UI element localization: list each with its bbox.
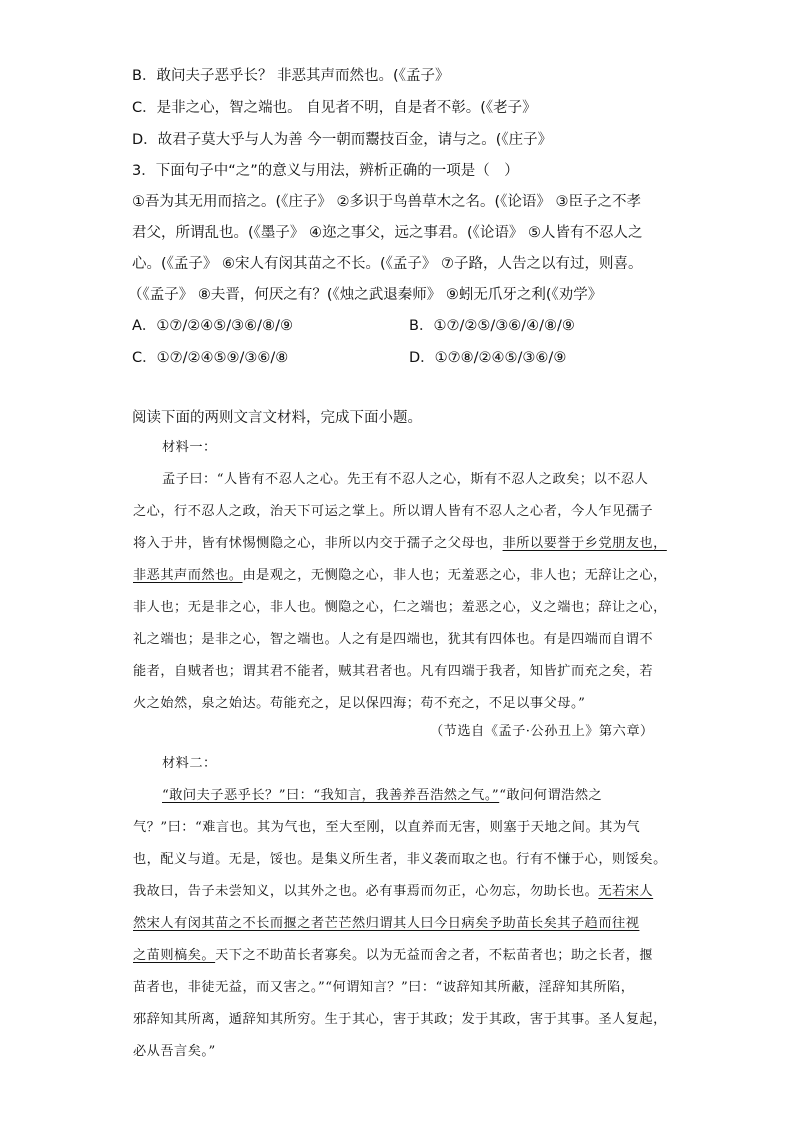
question3-line-2: 君父，所谓乱也。(《墨子》 ④迩之事父，远之事君。(《论语》 ⑤人皆有不忍人之: [132, 225, 643, 241]
question3-line-1: ①吾为其无用而掊之。(《庄子》 ②多识于鸟兽草木之名。(《论语》 ③臣子之不孝: [132, 194, 642, 210]
material2-underlined-text: “敢问夫子恶乎长？”曰：“我知言，我善养吾浩然之气。”: [162, 788, 500, 803]
material1-line: 孟子曰：“人皆有不忍人之心。先王有不忍人之心，斯有不忍人之政矣；以不忍人: [162, 472, 649, 487]
material1-label: 材料一：: [162, 440, 217, 455]
material2-line: [133, 914, 639, 934]
material2-line: [133, 946, 653, 966]
material2-line: 气？”曰：“难言也。其为气也，至大至刚，以直养而无害，则塞于天地之间。其为气: [133, 820, 641, 835]
material1-line: 之心，行不忍人之政，治天下可运之掌上。所以谓人皆有不忍人之心者，今人乍见孺子: [133, 504, 654, 519]
material2-line: 必从吾言矣。”: [133, 1044, 216, 1059]
material2-line: [133, 882, 653, 902]
material1-text: 将入于井，皆有怵惕恻隐之心，非所以内交于孺子之父母也，: [133, 536, 503, 551]
material1-line: [133, 566, 667, 586]
material2-text: 我故曰，告子未尝知义，以其外之也。必有事焉而勿正，心勿忘，勿助长也。: [133, 884, 599, 899]
question3-choice-a: A．①⑦/②④⑤/③⑥/⑧/⑨: [132, 318, 293, 334]
material1-line: 礼之端也；是非之心，智之端也。人之有是四端也，犹其有四体也。有是四端而自谓不: [133, 632, 654, 647]
material2-text: 天下之不助苗长者寡矣。以为无益而舍之者，不耘苗者也；助之长者，揠: [215, 948, 654, 963]
material1-underlined-text: 非所以要誉于乡党朋友也，: [502, 536, 667, 551]
question3-choice-b: B．①⑦/②⑤/③⑥/④/⑧/⑨: [409, 318, 575, 334]
question3-choice-c: C．①⑦/②④⑤⑨/③⑥/⑧: [132, 350, 289, 366]
material1-line: [133, 534, 667, 554]
material2-line: 也，配义与道。无是，馁也。是集义所生者，非义袭而取之也。行有不慊于心，则馁矣。: [133, 852, 667, 867]
material2-underlined-text: 然宋人有闵其苗之不长而揠之者芒芒然归谓其人曰今日病矣予助苗长矣其子趋而往视: [133, 916, 640, 931]
material1-text: 由是观之，无恻隐之心，非人也；无羞恶之心，非人也；无辞让之心，: [242, 568, 667, 583]
question-option-c: C．是非之心，智之端也。 自见者不明，自是者不彰。(《老子》: [132, 100, 537, 116]
reading-intro: 阅读下面的两则文言文材料，完成下面小题。: [132, 410, 422, 426]
material2-line: 邪辞知其所离，遁辞知其所穷。生于其心，害于其政；发于其政，害于其事。圣人复起，: [133, 1012, 667, 1027]
material1-line: 火之始然，泉之始达。苟能充之，足以保四海；苟不充之，不足以事父母。”: [133, 696, 586, 711]
question-option-d: D．故君子莫大乎与人为善 今一朝而鬻技百金，请与之。(《庄子》: [132, 132, 553, 148]
question3-line-4: （《孟子》 ⑧夫晋，何厌之有？(《烛之武退秦师》 ⑨蚓无爪牙之利(《劝学》: [128, 287, 603, 303]
question3-stem: 3．下面句子中“之”的意义与用法，辨析正确的一项是（ ）: [132, 163, 519, 179]
material2-text: “敢问何谓浩然之: [499, 788, 603, 803]
material1-line: 非人也；无是非之心，非人也。恻隐之心，仁之端也；羞恶之心，义之端也；辞让之心，: [133, 600, 667, 615]
material2-label: 材料二：: [162, 756, 217, 771]
material2-underlined-text: 之苗则槁矣。: [133, 948, 216, 963]
question-option-b: B．敢问夫子恶乎长？ 非恶其声而然也。(《孟子》: [132, 68, 450, 84]
question3-line-3: 心。(《孟子》 ⑥宋人有闵其苗之不长。(《孟子》 ⑦子路，人告之以有过，则喜。: [132, 256, 643, 272]
question3-choice-d: D．①⑦⑧/②④⑤/③⑥/⑨: [409, 350, 567, 366]
material1-line: 能者，自贼者也；谓其君不能者，贼其君者也。凡有四端于我者，知皆扩而充之矣，若: [133, 664, 654, 679]
material1-underlined-text: 非恶其声而然也。: [133, 568, 243, 583]
material1-source: （节选自《孟子·公孙丑上》第六章）: [430, 724, 654, 739]
material2-line: 苗者也，非徒无益，而又害之。”“何谓知言？”曰：“诐辞知其所蔽，淫辞知其所陷，: [133, 980, 635, 995]
material2-line: [162, 786, 602, 806]
material2-underlined-text: 无若宋人: [598, 884, 654, 899]
